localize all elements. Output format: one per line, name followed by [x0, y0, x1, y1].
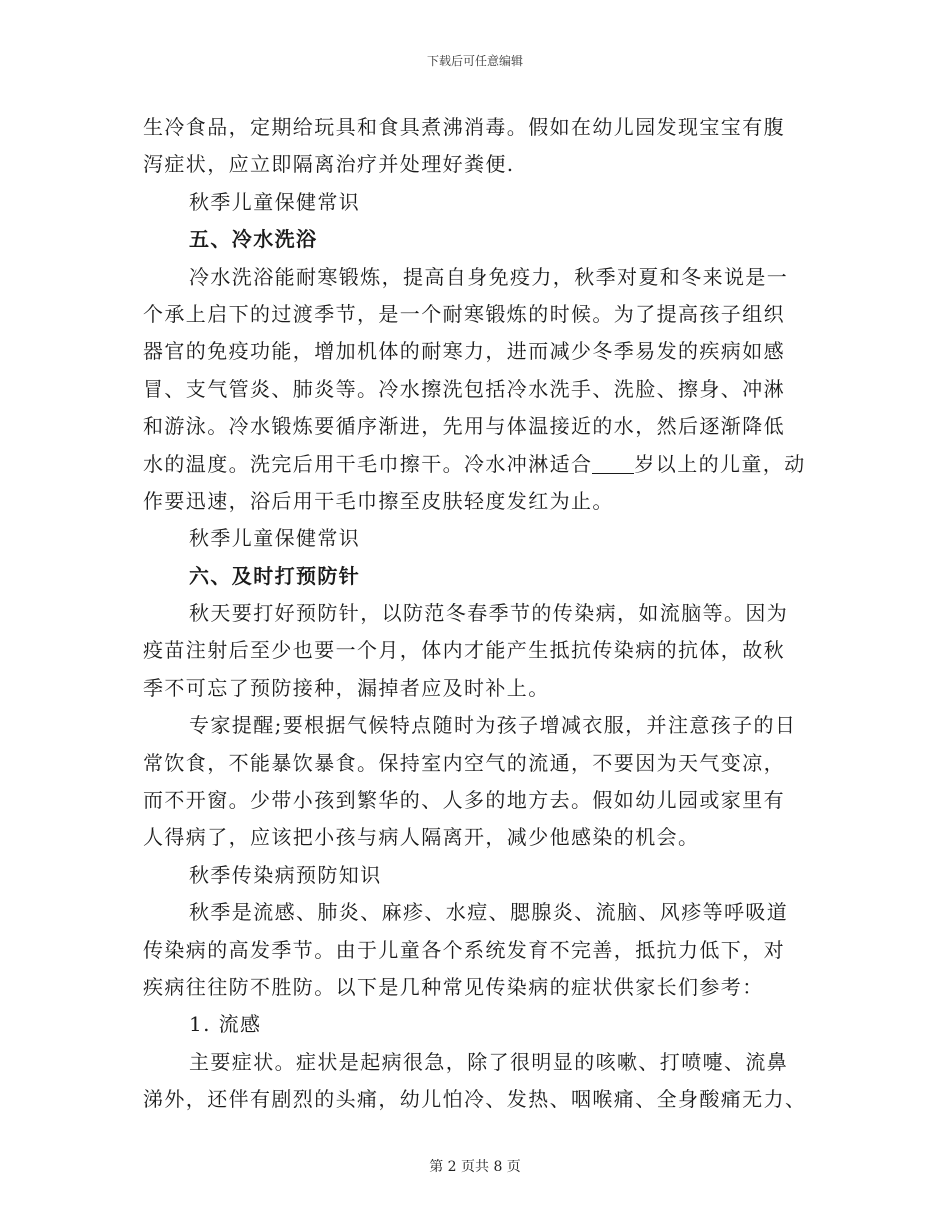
page-header: 下载后可任意编辑: [426, 54, 523, 68]
section-heading-5: 五、冷水洗浴: [189, 227, 318, 252]
body-line: 人得病了，应该把小孩与病人隔离开，减少他感染的机会。: [143, 825, 700, 850]
body-line: 专家提醒;要根据气候特点随时为孩子增减衣服，并注意孩子的日: [189, 713, 797, 738]
body-line: 冒、支气管炎、肺炎等。冷水擦洗包括冷水洗手、洗脸、擦身、冲淋: [143, 376, 785, 401]
section-label: 秋季儿童保健常识: [189, 189, 361, 214]
body-line: 主要症状。症状是起病很急，除了很明显的咳嗽、打喷嚏、流鼻: [189, 1049, 789, 1074]
section-heading-6: 六、及时打预防针: [189, 563, 361, 588]
body-line-with-blank: [143, 446, 808, 483]
list-item-label: 1. 流感: [189, 1012, 262, 1037]
body-line: 个承上启下的过渡季节，是一个耐寒锻炼的时候。为了提高孩子组织: [143, 301, 785, 326]
body-line: 器官的免疫功能，增加机体的耐寒力，进而减少冬季易发的疾病如感: [143, 339, 785, 364]
body-line: 疫苗注射后至少也要一个月，体内才能产生抵抗传染病的抗体，故秋: [143, 638, 785, 663]
body-line: 秋天要打好预防针，以防范冬春季节的传染病，如流脑等。因为: [189, 601, 789, 626]
body-line: 而不开窗。少带小孩到繁华的、人多的地方去。假如幼儿园或家里有: [143, 788, 785, 813]
page-footer: 第 2 页共 8 页: [429, 1159, 521, 1175]
fill-in-blank: [592, 449, 634, 474]
body-line: 和游泳。冷水锻炼要循序渐进，先用与体温接近的水，然后逐渐降低: [143, 414, 785, 439]
body-line: 泻症状，应立即隔离治疗并处理好粪便.: [143, 152, 515, 177]
body-text: 水的温度。洗完后用干毛巾擦干。冷水冲淋适合: [143, 451, 593, 476]
body-line: 季不可忘了预防接种，漏掉者应及时补上。: [143, 675, 550, 700]
body-line: 常饮食，不能暴饮暴食。保持室内空气的流通，不要因为天气变凉，: [143, 750, 785, 775]
body-line: 秋季是流感、肺炎、麻疹、水痘、腮腺炎、流脑、风疹等呼吸道: [189, 900, 789, 925]
section-label: 秋季传染病预防知识: [189, 862, 382, 887]
body-line: 冷水洗浴能耐寒锻炼，提高自身免疫力，秋季对夏和冬来说是一: [189, 264, 789, 289]
body-line: 作要迅速，浴后用干毛巾擦至皮肤轻度发红为止。: [143, 488, 614, 513]
body-line: 疾病往往防不胜防。以下是几种常见传染病的症状供家长们参考：: [143, 974, 764, 999]
document-body: [143, 109, 808, 1119]
body-line: 传染病的高发季节。由于儿童各个系统发育不完善，抵抗力低下，对: [143, 937, 785, 962]
body-line: 生冷食品，定期给玩具和食具煮沸消毒。假如在幼儿园发现宝宝有腹: [143, 115, 785, 139]
section-label: 秋季儿童保健常识: [189, 526, 361, 551]
body-text: 岁以上的儿童，动: [634, 451, 806, 476]
body-line: 涕外，还伴有剧烈的头痛，幼儿怕冷、发热、咽喉痛、全身酸痛无力、: [143, 1087, 807, 1112]
